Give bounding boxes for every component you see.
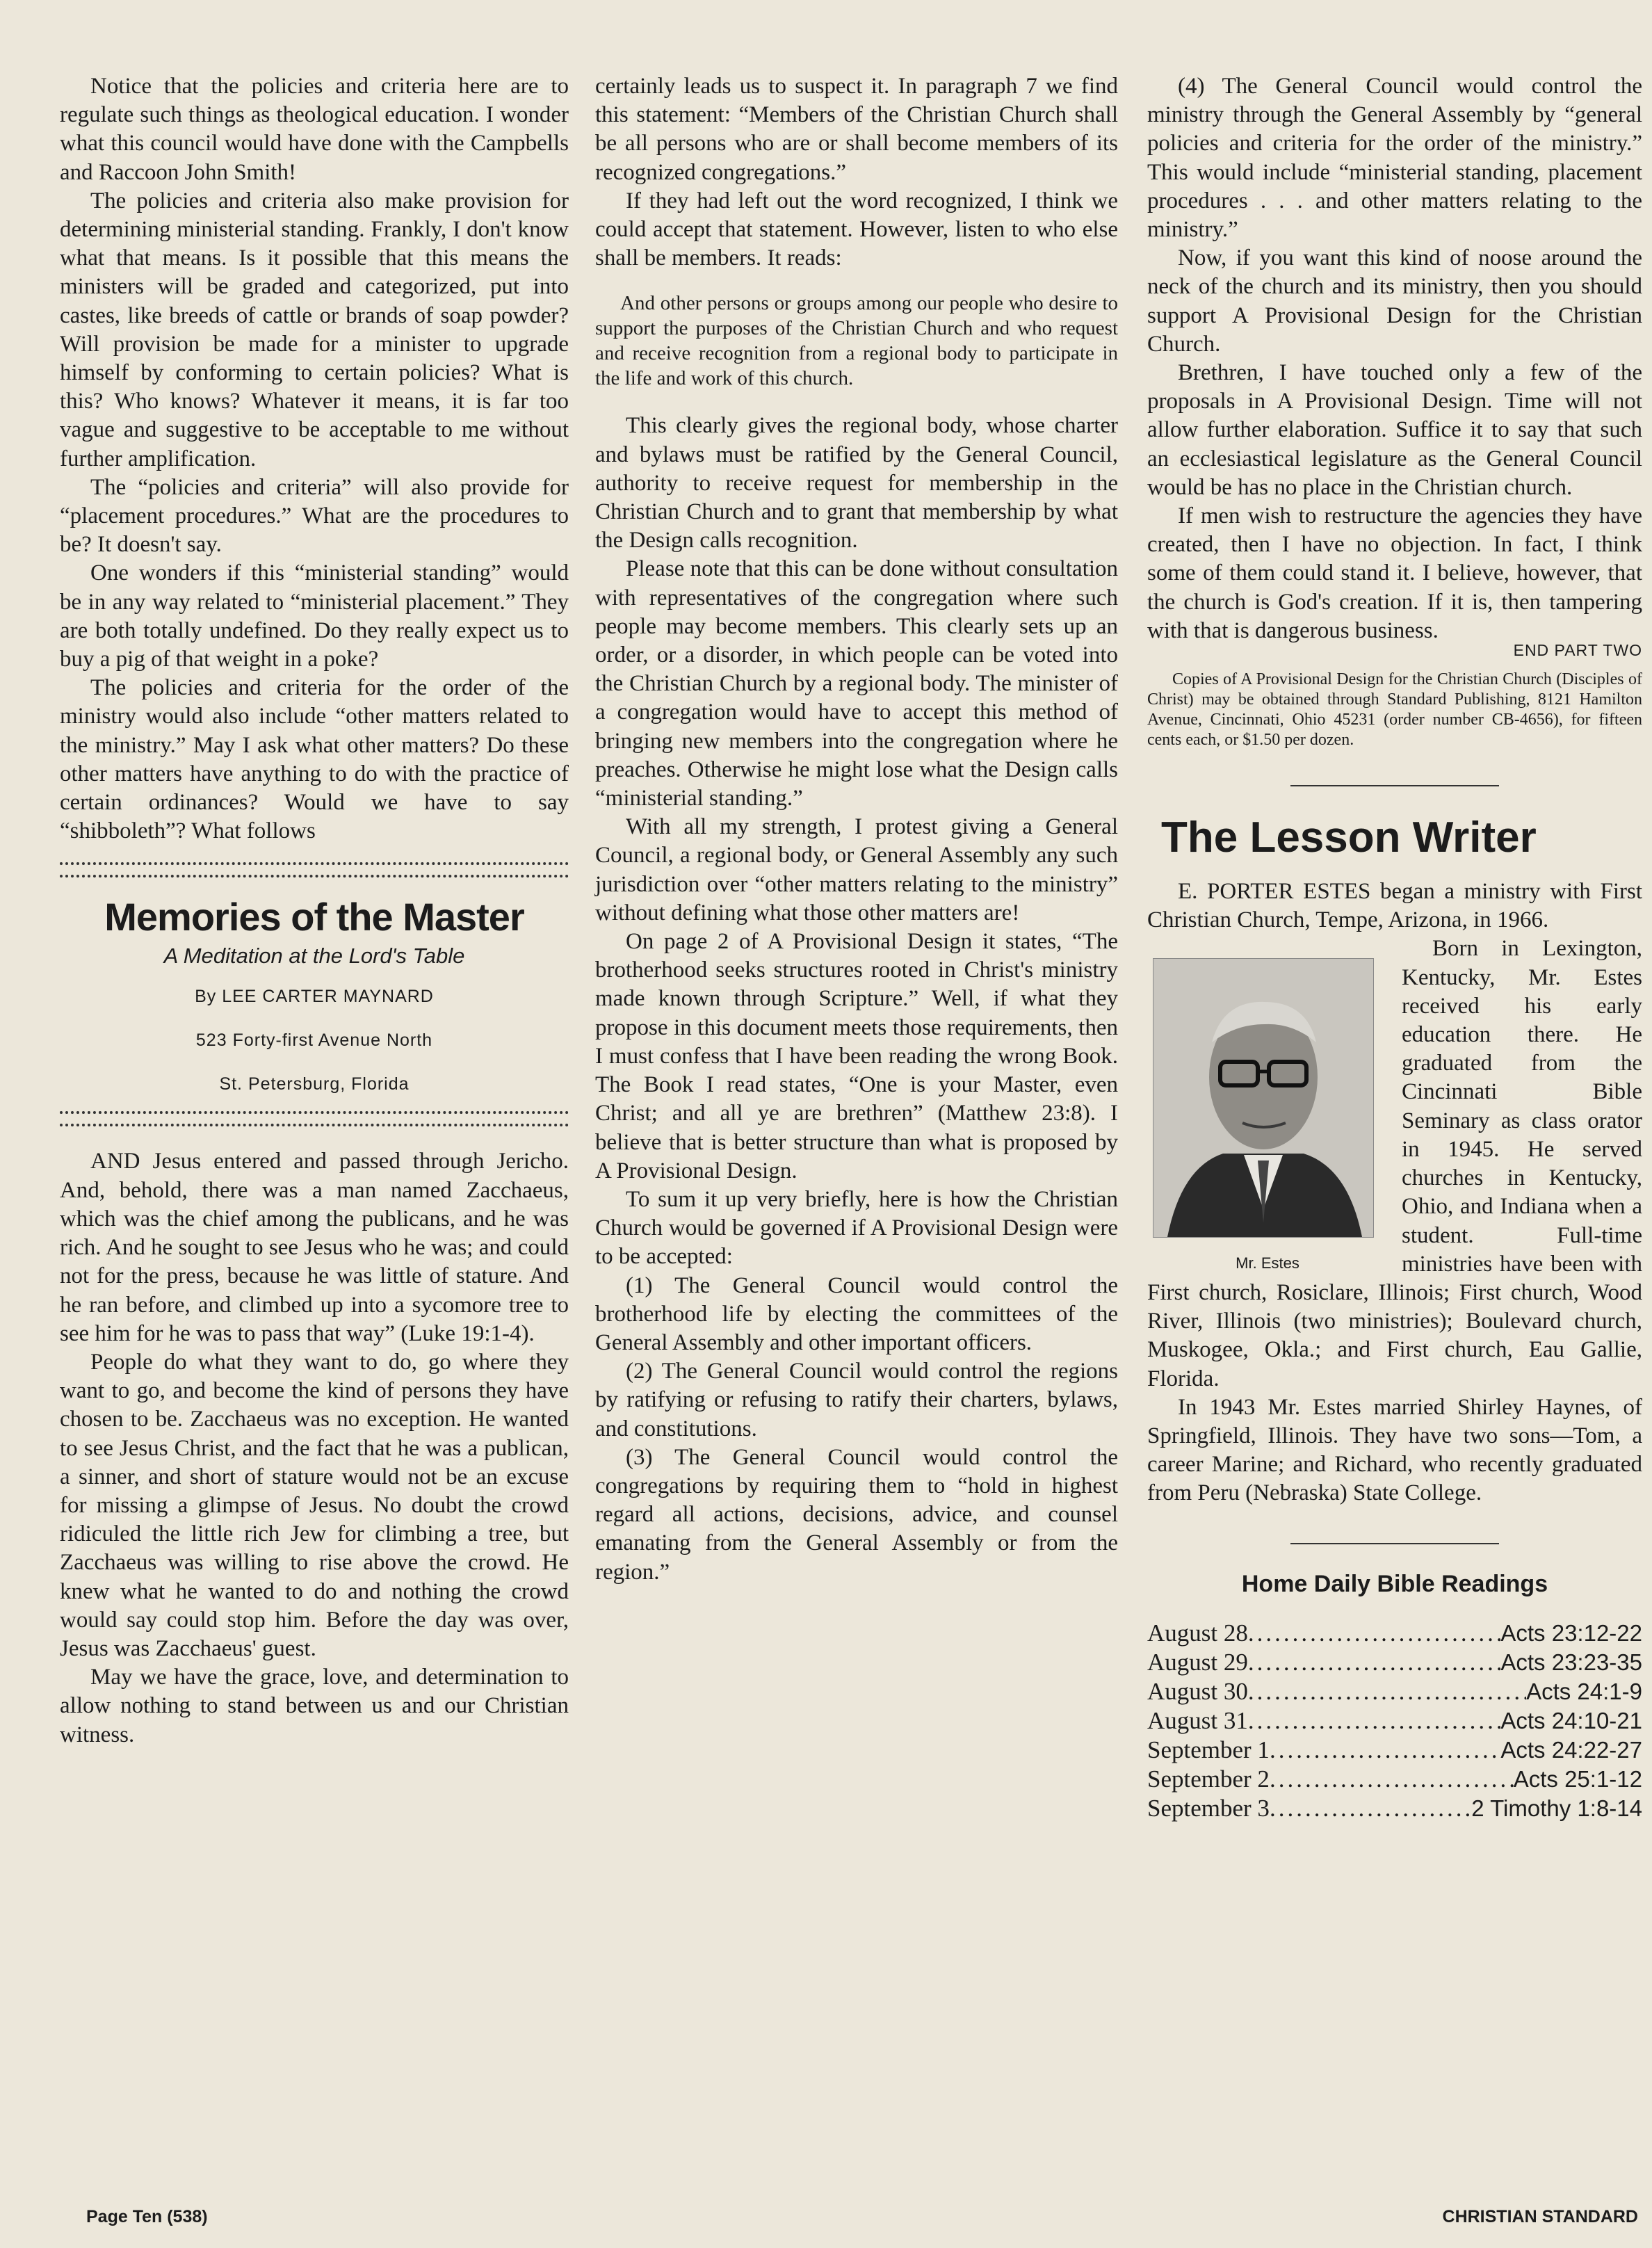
reading-reference: Acts 24:10-21 — [1500, 1707, 1642, 1733]
reading-date: September 1 — [1147, 1736, 1270, 1763]
leader-dots — [1248, 1706, 1501, 1736]
meditation-paragraph: AND Jesus entered and passed through Jericho. And, behold, there was a man named Zacchaeus, which was the chief among the publicans, and he was rich. And he sought to see Jesus who he was; and could not for the press, because he was little of stature. And he ran before, and climbed up into a sycomore tree to see him for he was to pass that way” (Luke 19:1-4). — [60, 1149, 569, 1346]
body-paragraph: With all my strength, I protest giving a General Council, a regional body, or General Assembly any such jurisdiction over “other matters relating to the ministry” without defining what those other matters are! — [595, 814, 1118, 925]
divider — [1290, 785, 1499, 786]
body-paragraph: Brethren, I have touched only a few of the proposals in A Provisional Design. Time will not allow further elaboration. Suffice it to say that such an ecclesiastical legislature as the General Council would be has no place in the Christian church. — [1147, 360, 1642, 500]
column-right — [1147, 72, 1642, 1823]
reading-reference: Acts 23:12-22 — [1500, 1619, 1642, 1646]
decorative-rule — [60, 862, 569, 878]
lesson-writer-paragraph: E. PORTER ESTES began a ministry with First Christian Church, Tempe, Arizona, in 1966. — [1147, 879, 1642, 933]
publication-name: CHRISTIAN STANDARD — [1442, 2207, 1638, 2226]
reading-reference: Acts 23:23-35 — [1500, 1649, 1642, 1675]
reading-row — [1147, 1677, 1642, 1706]
portrait-figure — [1153, 958, 1382, 1272]
end-part-label: END PART TWO — [1513, 641, 1642, 660]
lesson-writer-paragraph: In 1943 Mr. Estes married Shirley Haynes, of Springfield, Illinois. They have two sons—Tom, a career Marine; and Richard, who recently graduated from Peru (Nebraska) State College. — [1147, 1394, 1642, 1506]
body-paragraph: The policies and criteria also make provision for determining ministerial standing. Frankly, I don't know what that means. Is it possible that this means the ministers will be graded and categorized, put into castes, like breeds of cattle or brands of soap powder? Will provision be made for a minister to upgrade himself by conforming to certain policies? What is this? Who knows? Whatever it means, it is far too vague and suggestive to be acceptable to me without further amplification. — [60, 188, 569, 471]
body-paragraph: Please note that this can be done without consultation with representatives of the congregation where such people may become members. This clearly sets up an order, or a disorder, in which people can be voted into the Christian Church by a regional body. The minister of a congregation would have to accept this method of bringing new members into the congregation where he preaches. Otherwise he might lose what the Design calls “ministerial standing.” — [595, 556, 1118, 811]
reading-row — [1147, 1619, 1642, 1648]
reading-row — [1147, 1706, 1642, 1736]
meditation-address: 523 Forty-first Avenue North — [195, 1030, 433, 1051]
reading-reference: 2 Timothy 1:8-14 — [1471, 1795, 1642, 1821]
reading-date: August 31 — [1147, 1706, 1248, 1734]
divider — [1290, 1543, 1499, 1544]
copies-note: Copies of A Provisional Design for the Christian Church (Disciples of Christ) may be obtained through Standard Publishing, 8121 Hamilton Avenue, Cincinnati, Ohio 45231 (order number CB-4656), for fifteen cents each, or $1.50 per dozen. — [1147, 670, 1642, 750]
body-paragraph: On page 2 of A Provisional Design it states, “The brotherhood seeks structures rooted in Christ's ministry made known through Scripture.” Well, if what they propose in this document meets those requirements, then I must confess that I have been reading the wrong Book. The Book I read states, “One is your Master, even Christ; and all ye are brethren” (Matthew 23:8). I believe that is better structure than what is proposed by A Provisional Design. — [595, 929, 1118, 1183]
column-middle — [595, 72, 1118, 1587]
body-paragraph: Notice that the policies and criteria here are to regulate such things as theological education. I wonder what this council would have done with the Campbells and Raccoon John Smith! — [60, 74, 569, 185]
leader-dots — [1248, 1619, 1501, 1648]
body-paragraph: (3) The General Council would control the congregations by requiring them to “hold in highest regard all actions, decisions, advice, and counsel emanating from the General Assembly or from the region.” — [595, 1444, 1118, 1585]
body-paragraph: One wonders if this “ministerial standing” would be in any way related to “ministerial placement.” They are both totally undefined. Do they really expect us to buy a pig of that weight in a poke? — [60, 560, 569, 672]
body-paragraph: This clearly gives the regional body, whose charter and bylaws must be ratified by the General Council, authority to receive request for membership in the Christian Church and to grant that membership by what the Design calls recognition. — [595, 413, 1118, 553]
reading-date: September 2 — [1147, 1765, 1270, 1793]
body-paragraph: Now, if you want this kind of noose around the neck of the church and its ministry, then you should support A Provisional Design for the Christian Church. — [1147, 245, 1642, 357]
lesson-writer-title: The Lesson Writer — [1161, 814, 1537, 862]
portrait-caption: Mr. Estes — [1236, 1254, 1299, 1272]
readings-list — [1147, 1619, 1642, 1823]
page-number: Page Ten (538) — [86, 2207, 208, 2226]
reading-row — [1147, 1736, 1642, 1765]
body-paragraph: If they had left out the word recognized, I think we could accept that statement. However, listen to who else shall be members. It reads: — [595, 188, 1118, 271]
meditation-title: Memories of the Master — [104, 895, 524, 939]
portrait-photo — [1153, 958, 1374, 1238]
readings-title: Home Daily Bible Readings — [1241, 1570, 1548, 1597]
leader-dots — [1248, 1648, 1501, 1677]
reading-reference: Acts 25:1-12 — [1513, 1765, 1642, 1792]
leader-dots — [1248, 1677, 1526, 1706]
leader-dots — [1270, 1765, 1514, 1794]
leader-dots — [1270, 1736, 1500, 1765]
reading-row — [1147, 1794, 1642, 1823]
body-paragraph: The “policies and criteria” will also provide for “placement procedures.” What are the procedures to be? It doesn't say. — [60, 474, 569, 558]
reading-date: August 29 — [1147, 1648, 1248, 1676]
reading-date: September 3 — [1147, 1794, 1270, 1822]
body-paragraph: If men wish to restructure the agencies they have created, then I have no objection. In fact, I think some of them could stand it. I believe, however, that the church is God's creation. If it is, then tampering with that is dangerous business. — [1147, 503, 1642, 643]
reading-reference: Acts 24:1-9 — [1526, 1678, 1642, 1704]
body-paragraph: The policies and criteria for the order of the ministry would also include “other matters related to the ministry.” May I ask what other matters? Do these other matters have anything to do with the practice of certain ordinances? Would we have to say “shibboleth”? What follows — [60, 675, 569, 844]
body-paragraph: To sum it up very briefly, here is how the Christian Church would be governed if A Provisional Design were to be accepted: — [595, 1186, 1118, 1270]
body-paragraph: (4) The General Council would control the ministry through the General Assembly by “general policies and criteria for the order of the ministry.” This would include “ministerial standing, placement procedures . . . and other matters relating to the ministry.” — [1147, 74, 1642, 243]
reading-date: August 30 — [1147, 1677, 1248, 1705]
column-left — [60, 72, 569, 1749]
body-paragraph: certainly leads us to suspect it. In paragraph 7 we find this statement: “Members of the Christian Church shall be all persons who are or shall become members of its recognized congregations.” — [595, 74, 1118, 185]
body-paragraph: (1) The General Council would control the brotherhood life by electing the committees of the General Assembly and other important officers. — [595, 1272, 1118, 1355]
meditation-city: St. Petersburg, Florida — [219, 1074, 410, 1094]
reading-row — [1147, 1765, 1642, 1794]
body-paragraph: (2) The General Council would control the regions by ratifying or refusing to ratify their charters, bylaws, and constitutions. — [595, 1359, 1118, 1441]
reading-date: August 28 — [1147, 1619, 1248, 1647]
portrait-illustration — [1153, 959, 1373, 1237]
reading-reference: Acts 24:22-27 — [1500, 1736, 1642, 1763]
reading-row — [1147, 1648, 1642, 1677]
meditation-subtitle: A Meditation at the Lord's Table — [163, 944, 465, 969]
leader-dots — [1270, 1794, 1471, 1823]
lesson-writer-paragraph: Born in Lexington, Kentucky, Mr. Estes received his early education there. He graduated from the Cincinnati Bible Seminary as class orator in 1945. He served churches in Kentucky, Ohio, and Indiana when a student. Full-time ministries have been with First church, Rosiclare, Illinois; First church, Wood River, Illinois (two ministries); Boulevard church, Muskogee, Okla.; and First church, Eau Gallie, Florida. — [1147, 936, 1642, 1391]
block-quote: And other persons or groups among our people who desire to support the purposes of the Christian Church and who request and receive recognition from a regional body to participate in the life and work of this church. — [595, 292, 1118, 390]
meditation-paragraph: May we have the grace, love, and determination to allow nothing to stand between us and our Christian witness. — [60, 1665, 569, 1747]
meditation-paragraph: People do what they want to do, go where they want to go, and become the kind of persons they have chosen to be. Zacchaeus was no exception. He wanted to see Jesus Christ, and the fact that he was a publican, a sinner, and short of stature would not be an excuse for missing a glimpse of Jesus. No doubt the crowd ridiculed the little rich Jew for climbing a tree, but Zacchaeus was willing to rise above the crowd. He knew what he wanted to do and nothing the crowd would say could stop him. Before the day was over, Jesus was Zacchaeus' guest. — [60, 1349, 569, 1661]
decorative-rule — [60, 1111, 569, 1126]
meditation-byline: By LEE CARTER MAYNARD — [195, 987, 434, 1007]
